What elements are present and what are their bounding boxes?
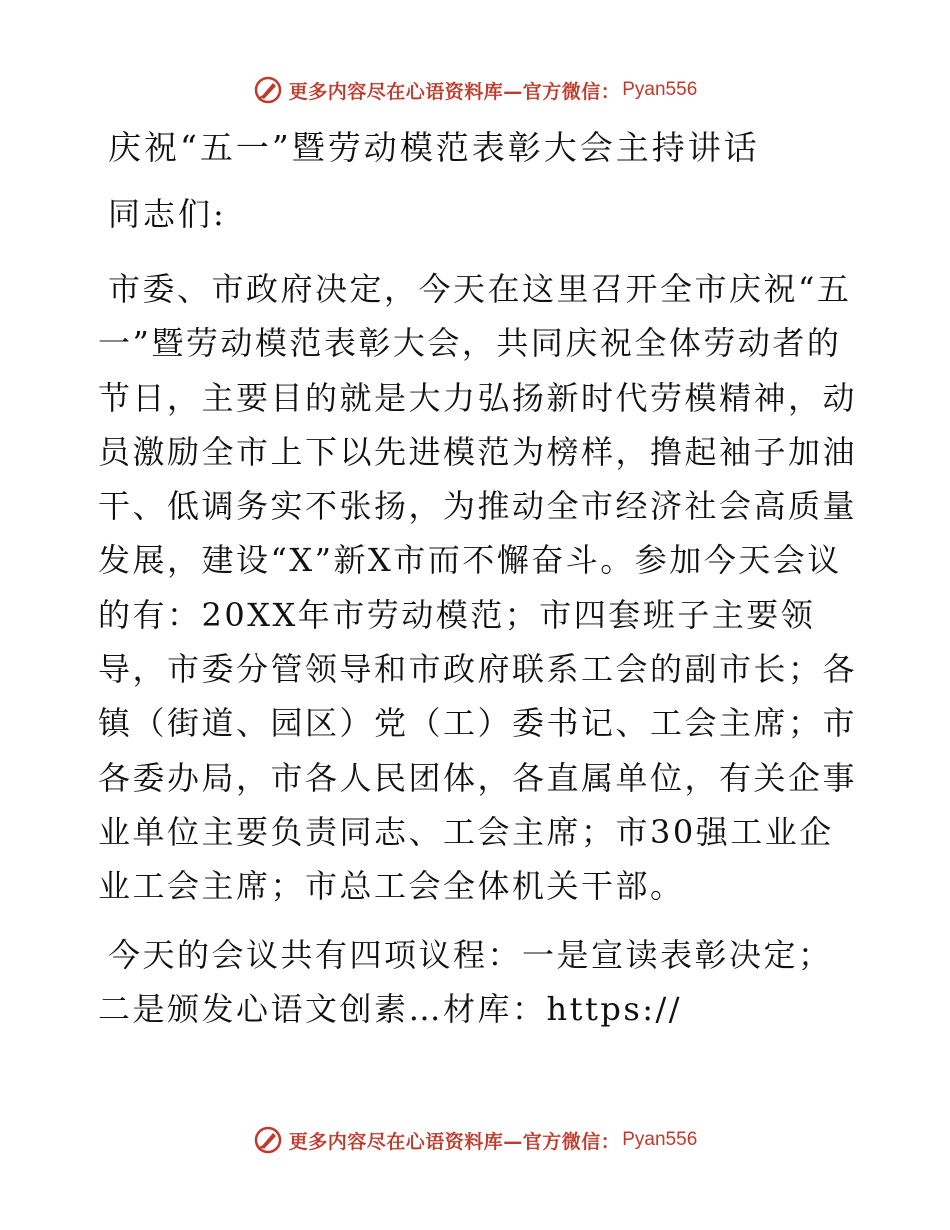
watermark-wechat-id: Pyan556 <box>622 79 698 100</box>
watermark-wechat-id: Pyan556 <box>622 1129 698 1150</box>
watermark-text: 更多内容尽在心语资料库—官方微信： <box>288 1130 621 1153</box>
quill-pen-logo-icon <box>253 75 283 105</box>
document-body <box>98 122 858 1050</box>
paragraph-2: 今天的会议共有四项议程：一是宣读表彰决定；二是颁发心语文创素…材库：https:// <box>98 935 833 1028</box>
salutation: 同志们: <box>108 195 227 233</box>
paragraph-1: 市委、市政府决定，今天在这里召开全市庆祝“五一”暨劳动模范表彰大会，共同庆祝全体劳动者的节日，主要目的就是大力弘扬新时代劳模精神，动员激励全市上下以先进模范为榜样，撸起袖子加油干、低调务实不张扬，为推动全市经济社会高质量发展，建设“X”新X市而不懈奋斗。参加今天会议的有：20XX年市劳动模范；市四套班子主要领导，市委分管领导和市政府联系工会的副市长；各镇（街道、园区）党（工）委书记、工会主席；市各委办局，市各人民团体，各直属单位，有关企事业单位主要负责同志、工会主席；市30强工业企业工会主席；市总工会全体机关干部。 <box>98 270 858 906</box>
watermark-header <box>0 70 950 110</box>
quill-pen-logo-icon <box>253 1125 283 1155</box>
watermark-text: 更多内容尽在心语资料库—官方微信： <box>288 80 621 103</box>
watermark-footer <box>0 1120 950 1160</box>
document-title: 庆祝“五一”暨劳动模范表彰大会主持讲话 <box>108 128 760 167</box>
